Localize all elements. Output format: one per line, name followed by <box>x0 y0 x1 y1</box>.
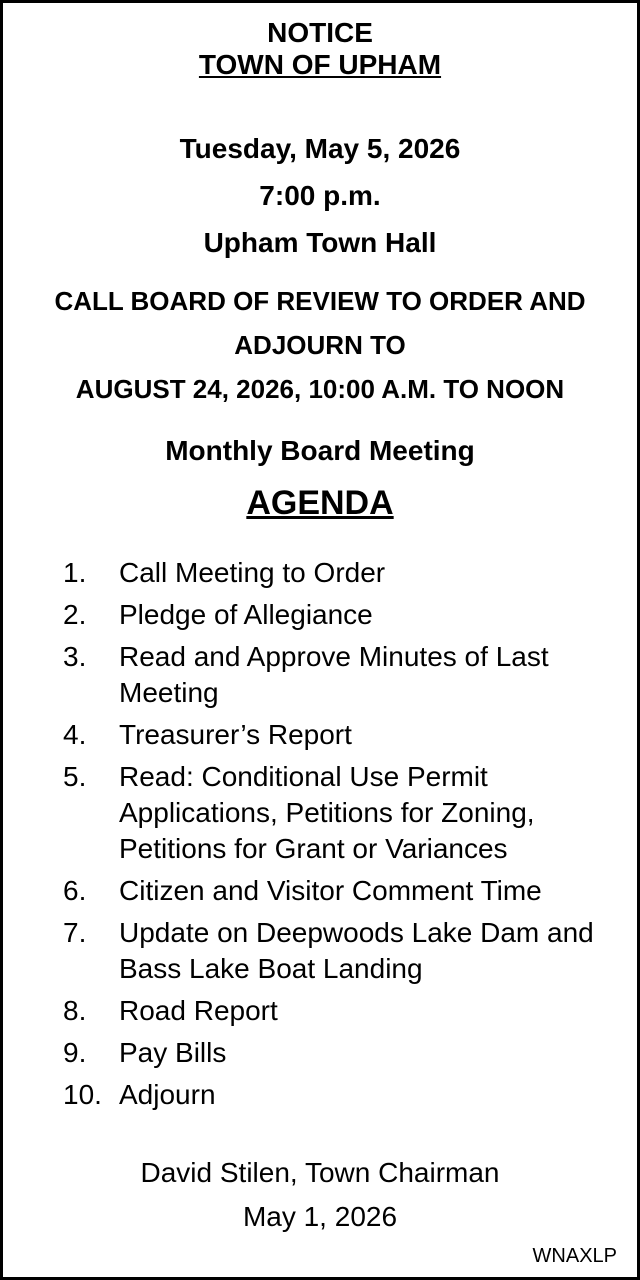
agenda-item-text: Call Meeting to Order <box>119 557 386 588</box>
agenda-item-number: 1. <box>63 557 87 588</box>
agenda-item <box>63 915 623 987</box>
agenda-item <box>63 1077 623 1113</box>
agenda-title: AGENDA <box>246 484 394 522</box>
meeting-location: Upham Town Hall <box>203 227 437 258</box>
agenda-item <box>63 1035 623 1071</box>
agenda-item-text: Citizen and Visitor Comment Time <box>119 875 542 906</box>
agenda-item <box>63 555 623 591</box>
notice-header <box>3 17 637 81</box>
agenda-item <box>63 759 623 867</box>
agenda-item-number: 6. <box>63 875 87 906</box>
meeting-info <box>3 125 637 266</box>
agenda-item-text: Pay Bills <box>119 1037 227 1068</box>
agenda-item-text: Read: Conditional Use Permit Applications, Petitions for Zoning, Petitions for Grant or Variances <box>119 761 535 864</box>
board-of-review-notice <box>3 279 637 411</box>
signatory-name: David Stilen, Town Chairman <box>140 1157 500 1188</box>
agenda-item-number: 2. <box>63 599 87 630</box>
agenda-item <box>63 873 623 909</box>
agenda-item-number: 9. <box>63 1037 87 1068</box>
publication-code: WNAXLP <box>532 1245 617 1267</box>
agenda-item-text: Treasurer’s Report <box>119 719 352 750</box>
agenda-item <box>63 717 623 753</box>
meeting-time: 7:00 p.m. <box>259 180 381 211</box>
agenda-item-text: Road Report <box>119 995 278 1026</box>
agenda-item-text: Adjourn <box>119 1079 216 1110</box>
agenda-item <box>63 639 623 711</box>
agenda-item-text: Read and Approve Minutes of Last Meeting <box>119 641 549 708</box>
board-of-review-line-3: AUGUST 24, 2026, 10:00 A.M. TO NOON <box>75 374 565 404</box>
signature-date: May 1, 2026 <box>242 1201 398 1232</box>
agenda-item-text: Update on Deepwoods Lake Dam and Bass Lake Boat Landing <box>119 917 594 984</box>
meeting-subheading: Monthly Board Meeting <box>165 435 475 466</box>
agenda-item-number: 10. <box>63 1079 102 1110</box>
notice-title: NOTICE <box>267 17 373 48</box>
agenda-item-number: 7. <box>63 917 87 948</box>
agenda-item-text: Pledge of Allegiance <box>119 599 373 630</box>
agenda-item-number: 8. <box>63 995 87 1026</box>
agenda-item <box>63 597 623 633</box>
signature-block <box>3 1151 637 1239</box>
agenda-item-number: 3. <box>63 641 87 672</box>
meeting-date: Tuesday, May 5, 2026 <box>179 133 461 164</box>
agenda-item-number: 4. <box>63 719 87 750</box>
agenda-item <box>63 993 623 1029</box>
town-name: TOWN OF UPHAM <box>198 49 442 80</box>
board-of-review-line-1: CALL BOARD OF REVIEW TO ORDER AND <box>54 286 586 316</box>
agenda-item-number: 5. <box>63 761 87 792</box>
board-of-review-line-2: ADJOURN TO <box>234 330 406 360</box>
agenda-list <box>63 555 623 1119</box>
